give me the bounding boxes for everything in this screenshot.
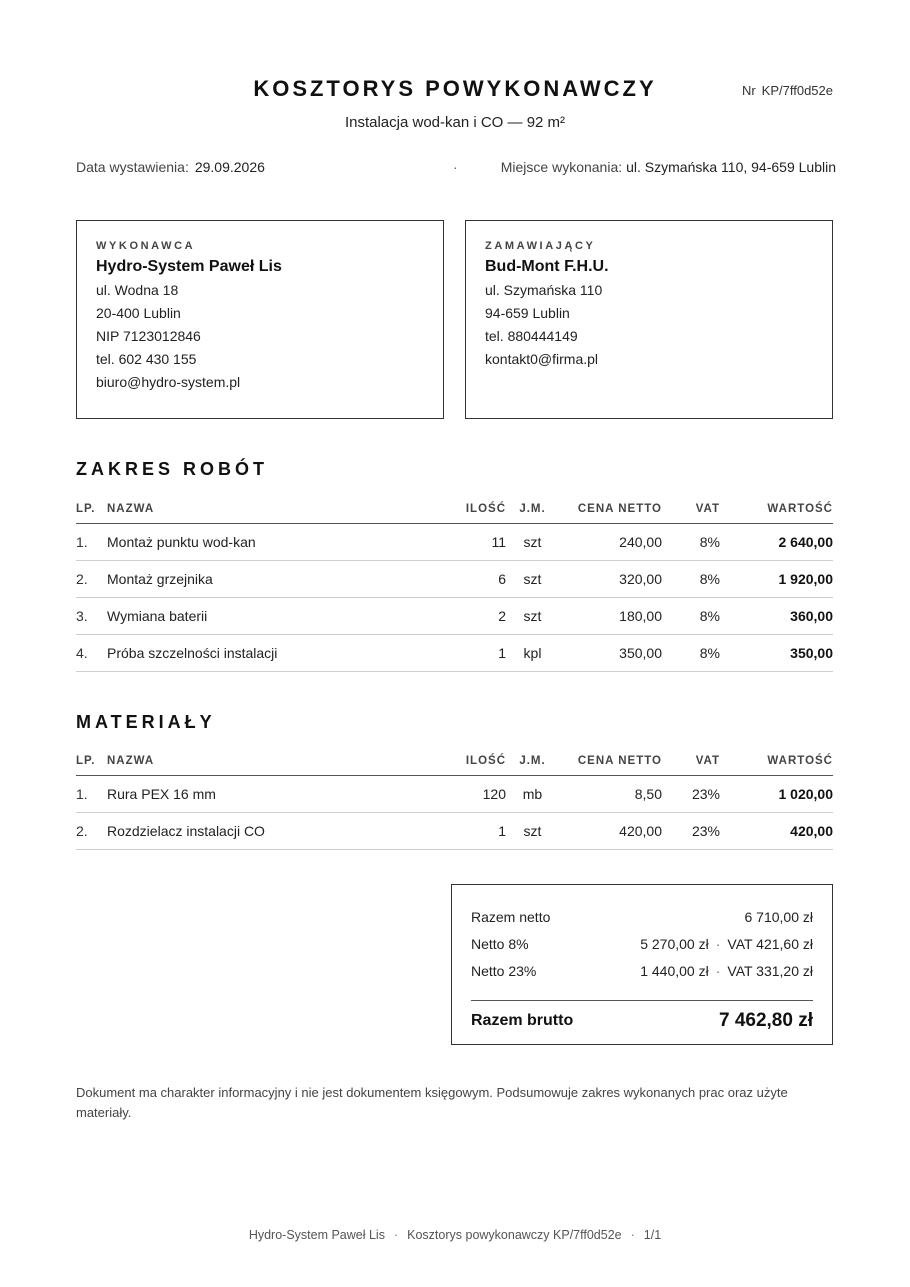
summary-net-label: Razem netto [471,909,551,925]
summary-net8-value: 5 270,00 zł [640,936,709,952]
footer-company: Hydro-System Paweł Lis [248,1228,385,1242]
row-lp: 3. [76,597,107,634]
summary-net23-value: 1 440,00 zł [640,963,709,979]
contractor-nip: NIP 7123012846 [96,328,201,344]
row-name: Rura PEX 16 mm [107,775,437,812]
row-vat: 8% [662,560,720,597]
col-price: CENA NETTO [559,747,662,775]
materials-section-title: MATERIAŁY [76,712,216,732]
row-name: Wymiana baterii [107,597,437,634]
document-number-label: Nr [741,83,756,98]
col-name: NAZWA [107,747,437,775]
row-value: 360,00 [720,597,833,634]
row-vat: 23% [662,775,720,812]
meta-separator: · [453,159,458,175]
row-price: 350,00 [559,634,662,671]
row-price: 420,00 [559,812,662,849]
row-qty: 2 [437,597,506,634]
row-unit: kpl [506,634,559,671]
row-unit: mb [506,775,559,812]
row-lp: 4. [76,634,107,671]
table-row [76,560,833,597]
col-qty: ILOŚĆ [437,747,506,775]
work-place [501,159,836,175]
table-row [76,597,833,634]
summary-box [451,884,833,1045]
row-qty: 120 [437,775,506,812]
row-unit: szt [506,523,559,560]
table-row [76,812,833,849]
row-lp: 1. [76,523,107,560]
row-vat: 8% [662,597,720,634]
col-name: NAZWA [107,495,437,523]
col-vat: VAT [662,747,720,775]
contractor-role: WYKONAWCA [96,240,196,252]
row-vat: 8% [662,523,720,560]
row-name: Montaż punktu wod-kan [107,523,437,560]
summary-net8-values [640,931,813,958]
row-vat: 23% [662,812,720,849]
row-lp: 2. [76,560,107,597]
row-qty: 1 [437,634,506,671]
row-name: Próba szczelności instalacji [107,634,437,671]
row-value: 350,00 [720,634,833,671]
client-box [465,220,833,419]
client-email: kontakt0@firma.pl [485,351,599,367]
client-address: ul. Szymańska 110 [485,282,603,298]
summary-net8-label: Netto 8% [471,936,529,952]
materials-table [76,747,833,850]
contractor-box [76,220,444,419]
summary-gross-value: 7 462,80 zł [718,1010,813,1031]
footer-separator: · [630,1228,635,1242]
work-place-value: ul. Szymańska 110, 94-659 Lublin [626,159,836,175]
client-role: ZAMAWIAJĄCY [485,240,596,252]
summary-net23-row [471,958,813,985]
contractor-address: ul. Wodna 18 [96,282,179,298]
col-value: WARTOŚĆ [720,747,833,775]
table-header-row [76,747,833,775]
table-row [76,523,833,560]
row-price: 240,00 [559,523,662,560]
summary-gross-row [471,1001,813,1041]
col-lp: LP. [76,495,107,523]
row-lp: 2. [76,812,107,849]
footer-separator: · [393,1228,399,1242]
col-qty: ILOŚĆ [437,495,506,523]
row-price: 8,50 [559,775,662,812]
page-footer [0,1228,910,1242]
disclaimer-text: Dokument ma charakter informacyjny i nie jest dokumentem księgowym. Podsumowuje zakres wykonanych prac oraz użyte materiały. [76,1085,788,1120]
row-unit: szt [506,560,559,597]
row-value: 1 020,00 [720,775,833,812]
row-lp: 1. [76,775,107,812]
summary-separator: · [715,936,721,952]
contractor-email: biuro@hydro-system.pl [96,374,241,390]
row-price: 180,00 [559,597,662,634]
summary-net-row [471,904,813,931]
row-value: 2 640,00 [720,523,833,560]
summary-net8-row [471,931,813,958]
col-vat: VAT [662,495,720,523]
row-qty: 1 [437,812,506,849]
row-unit: szt [506,812,559,849]
col-lp: LP. [76,747,107,775]
summary-net-value: 6 710,00 zł [744,909,813,925]
summary-vat8-value: VAT 421,60 zł [727,936,813,952]
row-vat: 8% [662,634,720,671]
row-unit: szt [506,597,559,634]
document-title: KOSZTORYS POWYKONAWCZY [253,76,657,101]
contractor-name: Hydro-System Paweł Lis [96,258,282,275]
row-qty: 6 [437,560,506,597]
issue-date-label: Data wystawienia: [76,159,189,175]
works-section-title: ZAKRES ROBÓT [76,459,268,479]
client-phone: tel. 880444149 [485,328,578,344]
row-name: Rozdzielacz instalacji CO [107,812,437,849]
row-value: 420,00 [720,812,833,849]
table-row [76,634,833,671]
document-subtitle: Instalacja wod-kan i CO — 92 m² [344,114,566,131]
row-price: 320,00 [559,560,662,597]
client-name: Bud-Mont F.H.U. [485,258,609,275]
issue-date-value: 29.09.2026 [194,159,265,175]
footer-document: Kosztorys powykonawczy KP/7ff0d52e [407,1228,622,1242]
summary-net23-values [640,958,813,985]
row-qty: 11 [437,523,506,560]
client-city: 94-659 Lublin [485,305,570,321]
contractor-phone: tel. 602 430 155 [96,351,197,367]
table-row [76,775,833,812]
col-price: CENA NETTO [559,495,662,523]
summary-vat23-value: VAT 331,20 zł [727,963,813,979]
table-header-row [76,495,833,523]
row-value: 1 920,00 [720,560,833,597]
works-table [76,495,833,672]
summary-gross-label: Razem brutto [471,1012,574,1029]
col-value: WARTOŚĆ [720,495,833,523]
summary-separator: · [715,963,721,979]
issue-date [76,159,265,175]
col-unit: J.M. [506,495,559,523]
summary-net23-label: Netto 23% [471,963,537,979]
document-number [742,83,833,98]
col-unit: J.M. [506,747,559,775]
document-number-value: KP/7ff0d52e [761,83,833,98]
work-place-label: Miejsce wykonania: [500,159,623,175]
footer-page-number: 1/1 [643,1228,662,1242]
contractor-city: 20-400 Lublin [96,305,181,321]
row-name: Montaż grzejnika [107,560,437,597]
